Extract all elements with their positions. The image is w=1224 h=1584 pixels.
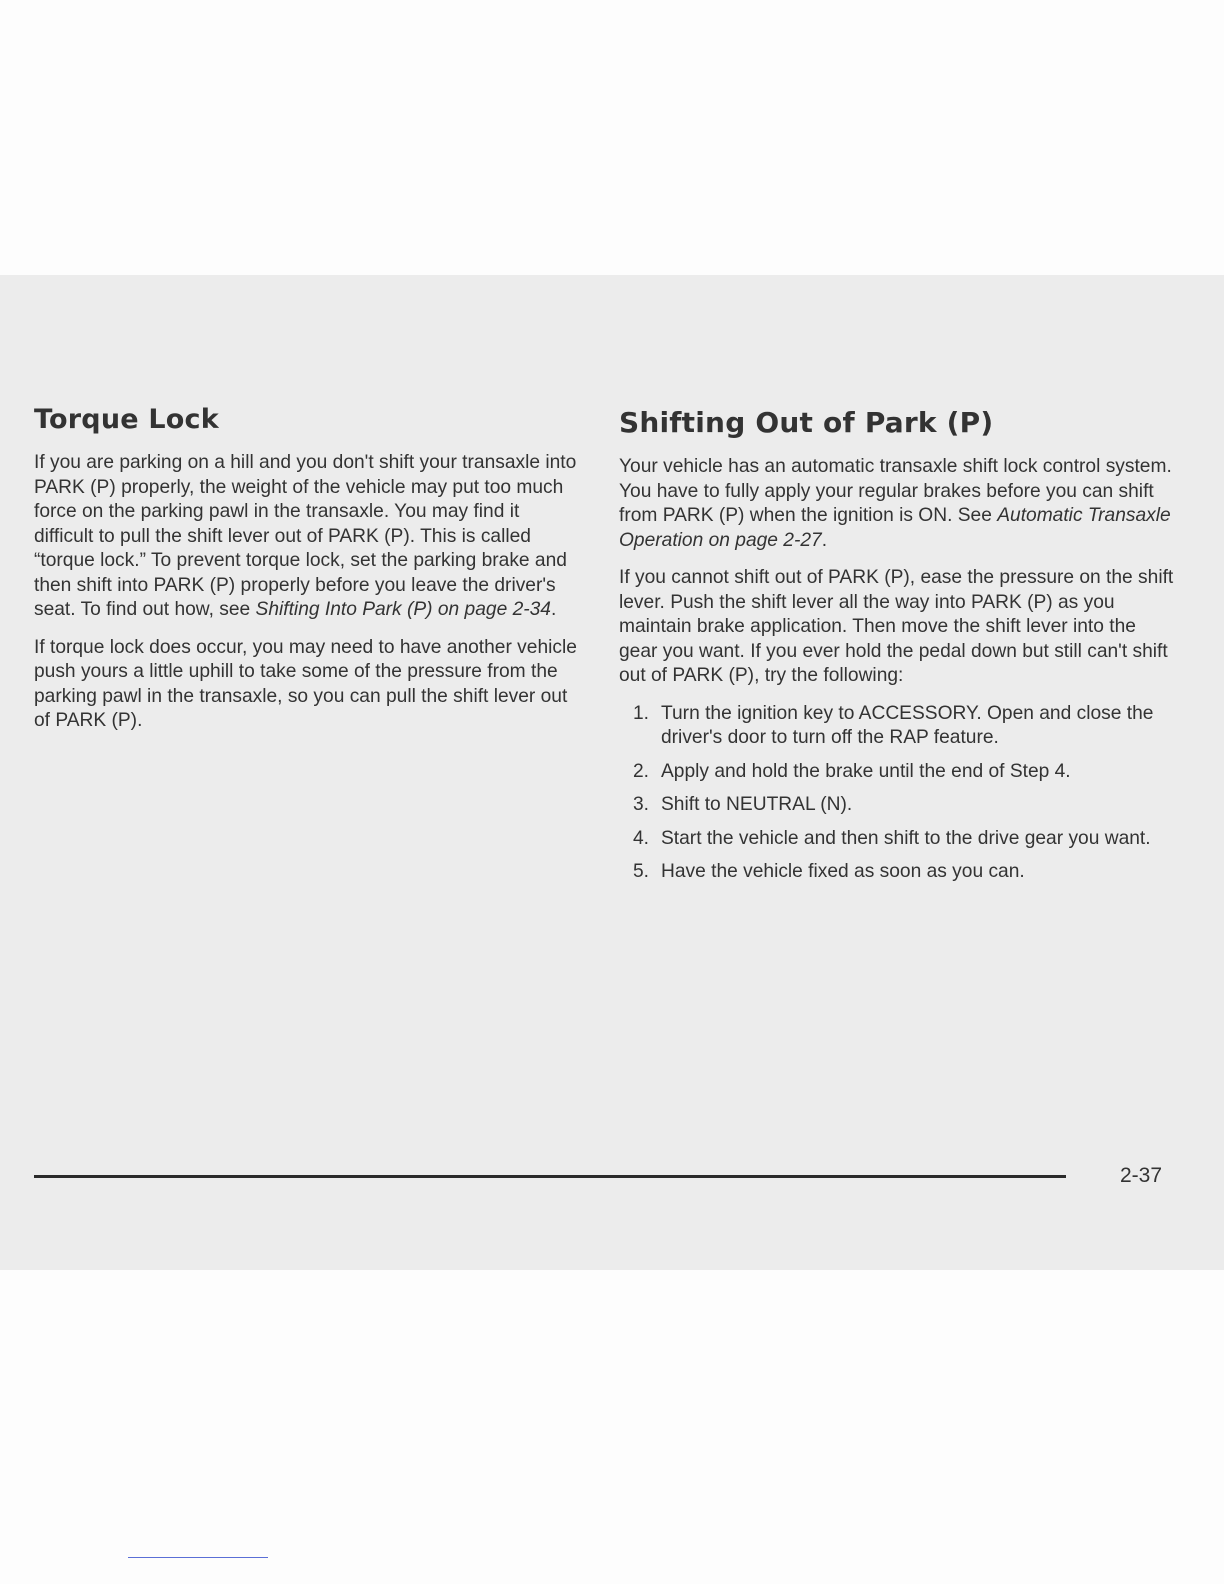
list-item (619, 760, 1179, 785)
step-text: Shift to NEUTRAL (N). (661, 794, 853, 815)
step-number: 1. (633, 702, 650, 724)
step-text: Start the vehicle and then shift to the drive gear you want. (661, 827, 1151, 849)
step-text: Have the vehicle fixed as soon as you can. (661, 861, 1025, 882)
bottom-link-underline[interactable] (128, 1557, 268, 1558)
list-item (619, 793, 1179, 818)
shifting-out-paragraph-1 (619, 455, 1179, 553)
shifting-out-of-park-section (619, 404, 1179, 894)
list-item (619, 827, 1179, 852)
step-number: 5. (633, 861, 650, 882)
step-text: Apply and hold the brake until the end of Step 4. (661, 760, 1071, 782)
torque-lock-section (34, 404, 582, 747)
torque-lock-paragraph-1-end: . (550, 599, 557, 620)
shifting-out-paragraph-1-end: . (821, 529, 828, 551)
list-item (619, 702, 1179, 751)
torque-lock-paragraph-1 (34, 451, 582, 623)
step-number: 3. (633, 794, 650, 815)
shifting-out-of-park-heading: Shifting Out of Park (P) (619, 406, 994, 439)
torque-lock-heading: Torque Lock (34, 404, 219, 435)
page-number: 2-37 (1120, 1164, 1163, 1187)
shifting-into-park-reference[interactable]: Shifting Into Park (P) on page 2-34 (255, 599, 551, 620)
automatic-transaxle-operation-reference[interactable]: Automatic Transaxle Operation on page 2-27 (619, 505, 1171, 551)
shifting-out-paragraph-1-text: Your vehicle has an automatic transaxle shift lock control system. You have to fully apply your regular brakes before you can shift from PARK (P) when the ignition is ON. See (619, 456, 1172, 526)
steps-list (619, 702, 1179, 885)
shifting-out-paragraph-2: If you cannot shift out of PARK (P), ease the pressure on the shift lever. Push the shift lever all the way into PARK (P) as you maintain brake application. Then move the shift lever into the gear you want. If you ever hold the pedal down but still can't shift out of PARK (P), try the following: (619, 567, 1174, 686)
torque-lock-paragraph-1-text: If you are parking on a hill and you don't shift your transaxle into PARK (P) properly, the weight of the vehicle may put too much force on the parking pawl in the transaxle. You may find it difficult to pull the shift lever out of PARK (P). This is called “torque lock.” To prevent torque lock, set the parking brake and then shift into PARK (P) properly before you leave the driver's seat. To find out how, see (34, 452, 577, 620)
footer-divider (34, 1175, 1066, 1178)
step-number: 4. (633, 827, 650, 849)
step-text: Turn the ignition key to ACCESSORY. Open and close the driver's door to turn off the RAP feature. (661, 702, 1154, 748)
list-item (619, 860, 1179, 885)
torque-lock-paragraph-2: If torque lock does occur, you may need to have another vehicle push yours a little uphill to take some of the pressure from the parking pawl in the transaxle, so you can pull the shift lever out of PARK (P). (34, 636, 577, 731)
step-number: 2. (633, 760, 650, 782)
